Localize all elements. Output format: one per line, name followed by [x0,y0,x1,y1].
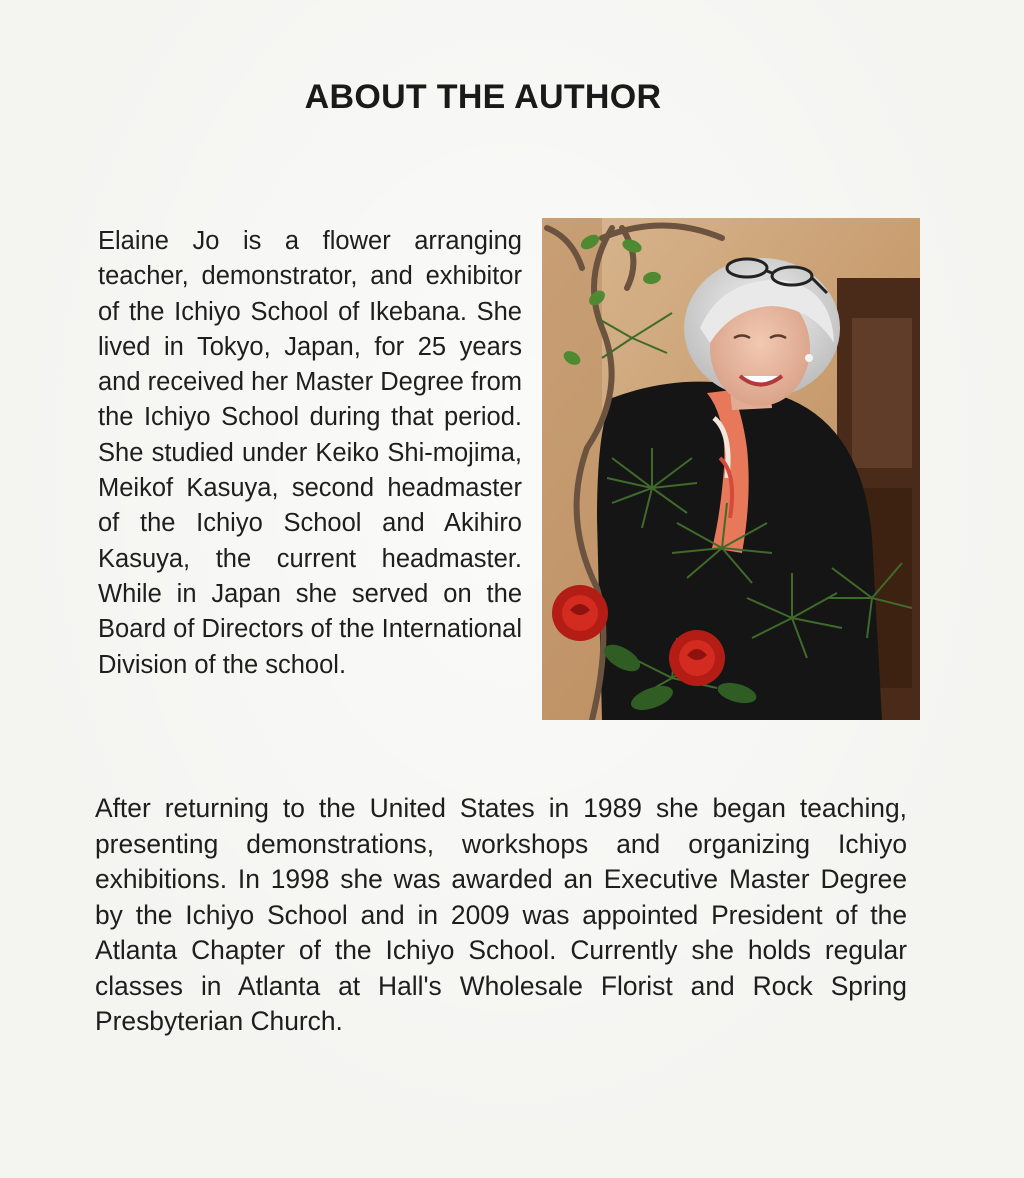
page-title: ABOUT THE AUTHOR [304,78,662,116]
bio-second-paragraph: After returning to the United States in 1989 she began teaching, presenting demonstrations, workshops and organizing Ichiyo exhibitions. In 1998 she was awarded an Executive Master Degree by the Ichiyo School and in 2009 was appointed President of the Atlanta Chapter of the Ichiyo School. Currently she holds regular classes in Atlanta at Hall's Wholesale Florist and Rock Spring Presbyterian Church. [95,793,907,1036]
author-portrait-illustration [542,218,920,720]
bio-intro-paragraph: Elaine Jo is a flower arranging teacher, demonstrator, and exhibitor of the Ichiyo School of Ikebana. She lived in Tokyo, Japan, for 25 years and received her Master Degree from the Ichiyo School during that period. She studied under Keiko Shi-mojima, Meikof Kasuya, second headmaster of the Ichiyo School and Akihiro Kasuya, the current headmaster. While in Japan she served on the Board of Directors of the International Division of the school. [98,227,522,679]
author-photo [542,218,920,720]
